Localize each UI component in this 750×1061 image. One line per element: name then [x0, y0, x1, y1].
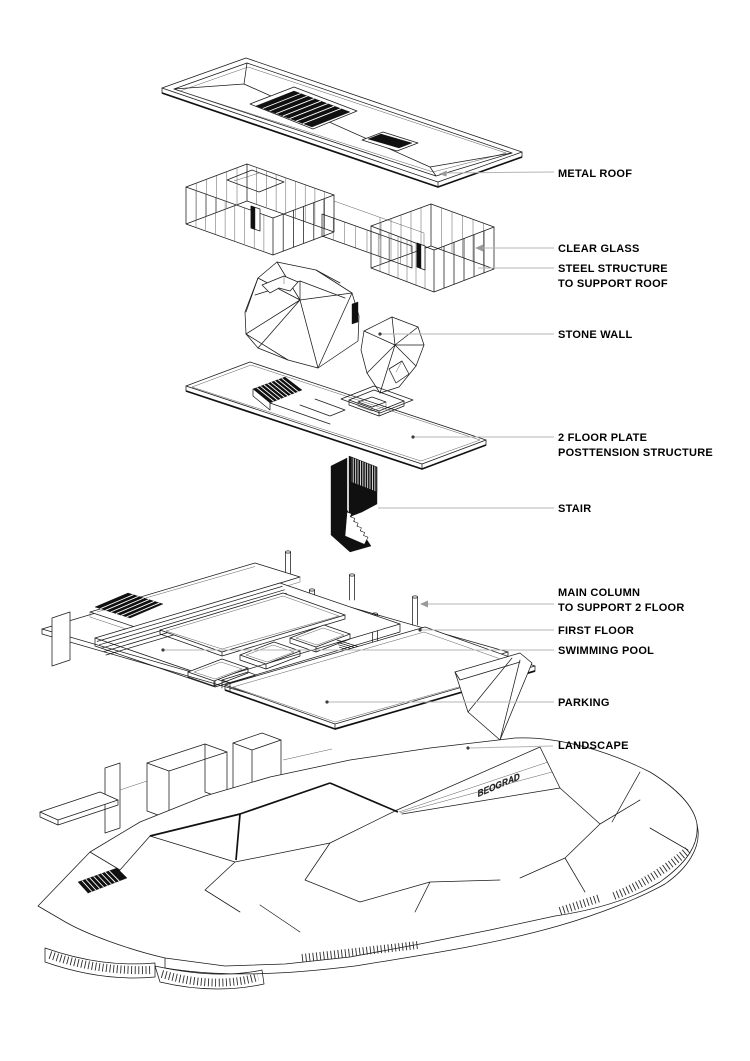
label-stair: STAIR	[558, 503, 592, 515]
stair-drawing	[331, 456, 377, 552]
label-clear-glass: CLEAR GLASS	[558, 243, 640, 255]
label-swimming-pool: SWIMMING POOL	[558, 645, 655, 657]
label-floor-plate-line2: POSTTENSION STRUCTURE	[558, 447, 713, 459]
label-parking: PARKING	[558, 697, 610, 709]
label-floor-plate-line1: 2 FLOOR PLATE	[558, 432, 648, 444]
label-main-column-line1: MAIN COLUMN	[558, 587, 641, 599]
callout-labels	[558, 168, 713, 752]
label-first-floor: FIRST FLOOR	[558, 625, 635, 637]
floor-plate-drawing	[186, 362, 486, 469]
label-steel-structure-line1: STEEL STRUCTURE	[558, 263, 668, 275]
landscape-drawing	[38, 738, 698, 989]
metal-roof-drawing	[162, 58, 522, 187]
label-steel-structure-line2: TO SUPPORT ROOF	[558, 278, 668, 290]
label-metal-roof: METAL ROOF	[558, 168, 633, 180]
label-stone-wall: STONE WALL	[558, 329, 633, 341]
label-main-column-line2: TO SUPPORT 2 FLOOR	[558, 602, 685, 614]
label-landscape: LANDSCAPE	[558, 740, 629, 752]
slope-signage-text: BEOGRAD	[476, 771, 521, 800]
